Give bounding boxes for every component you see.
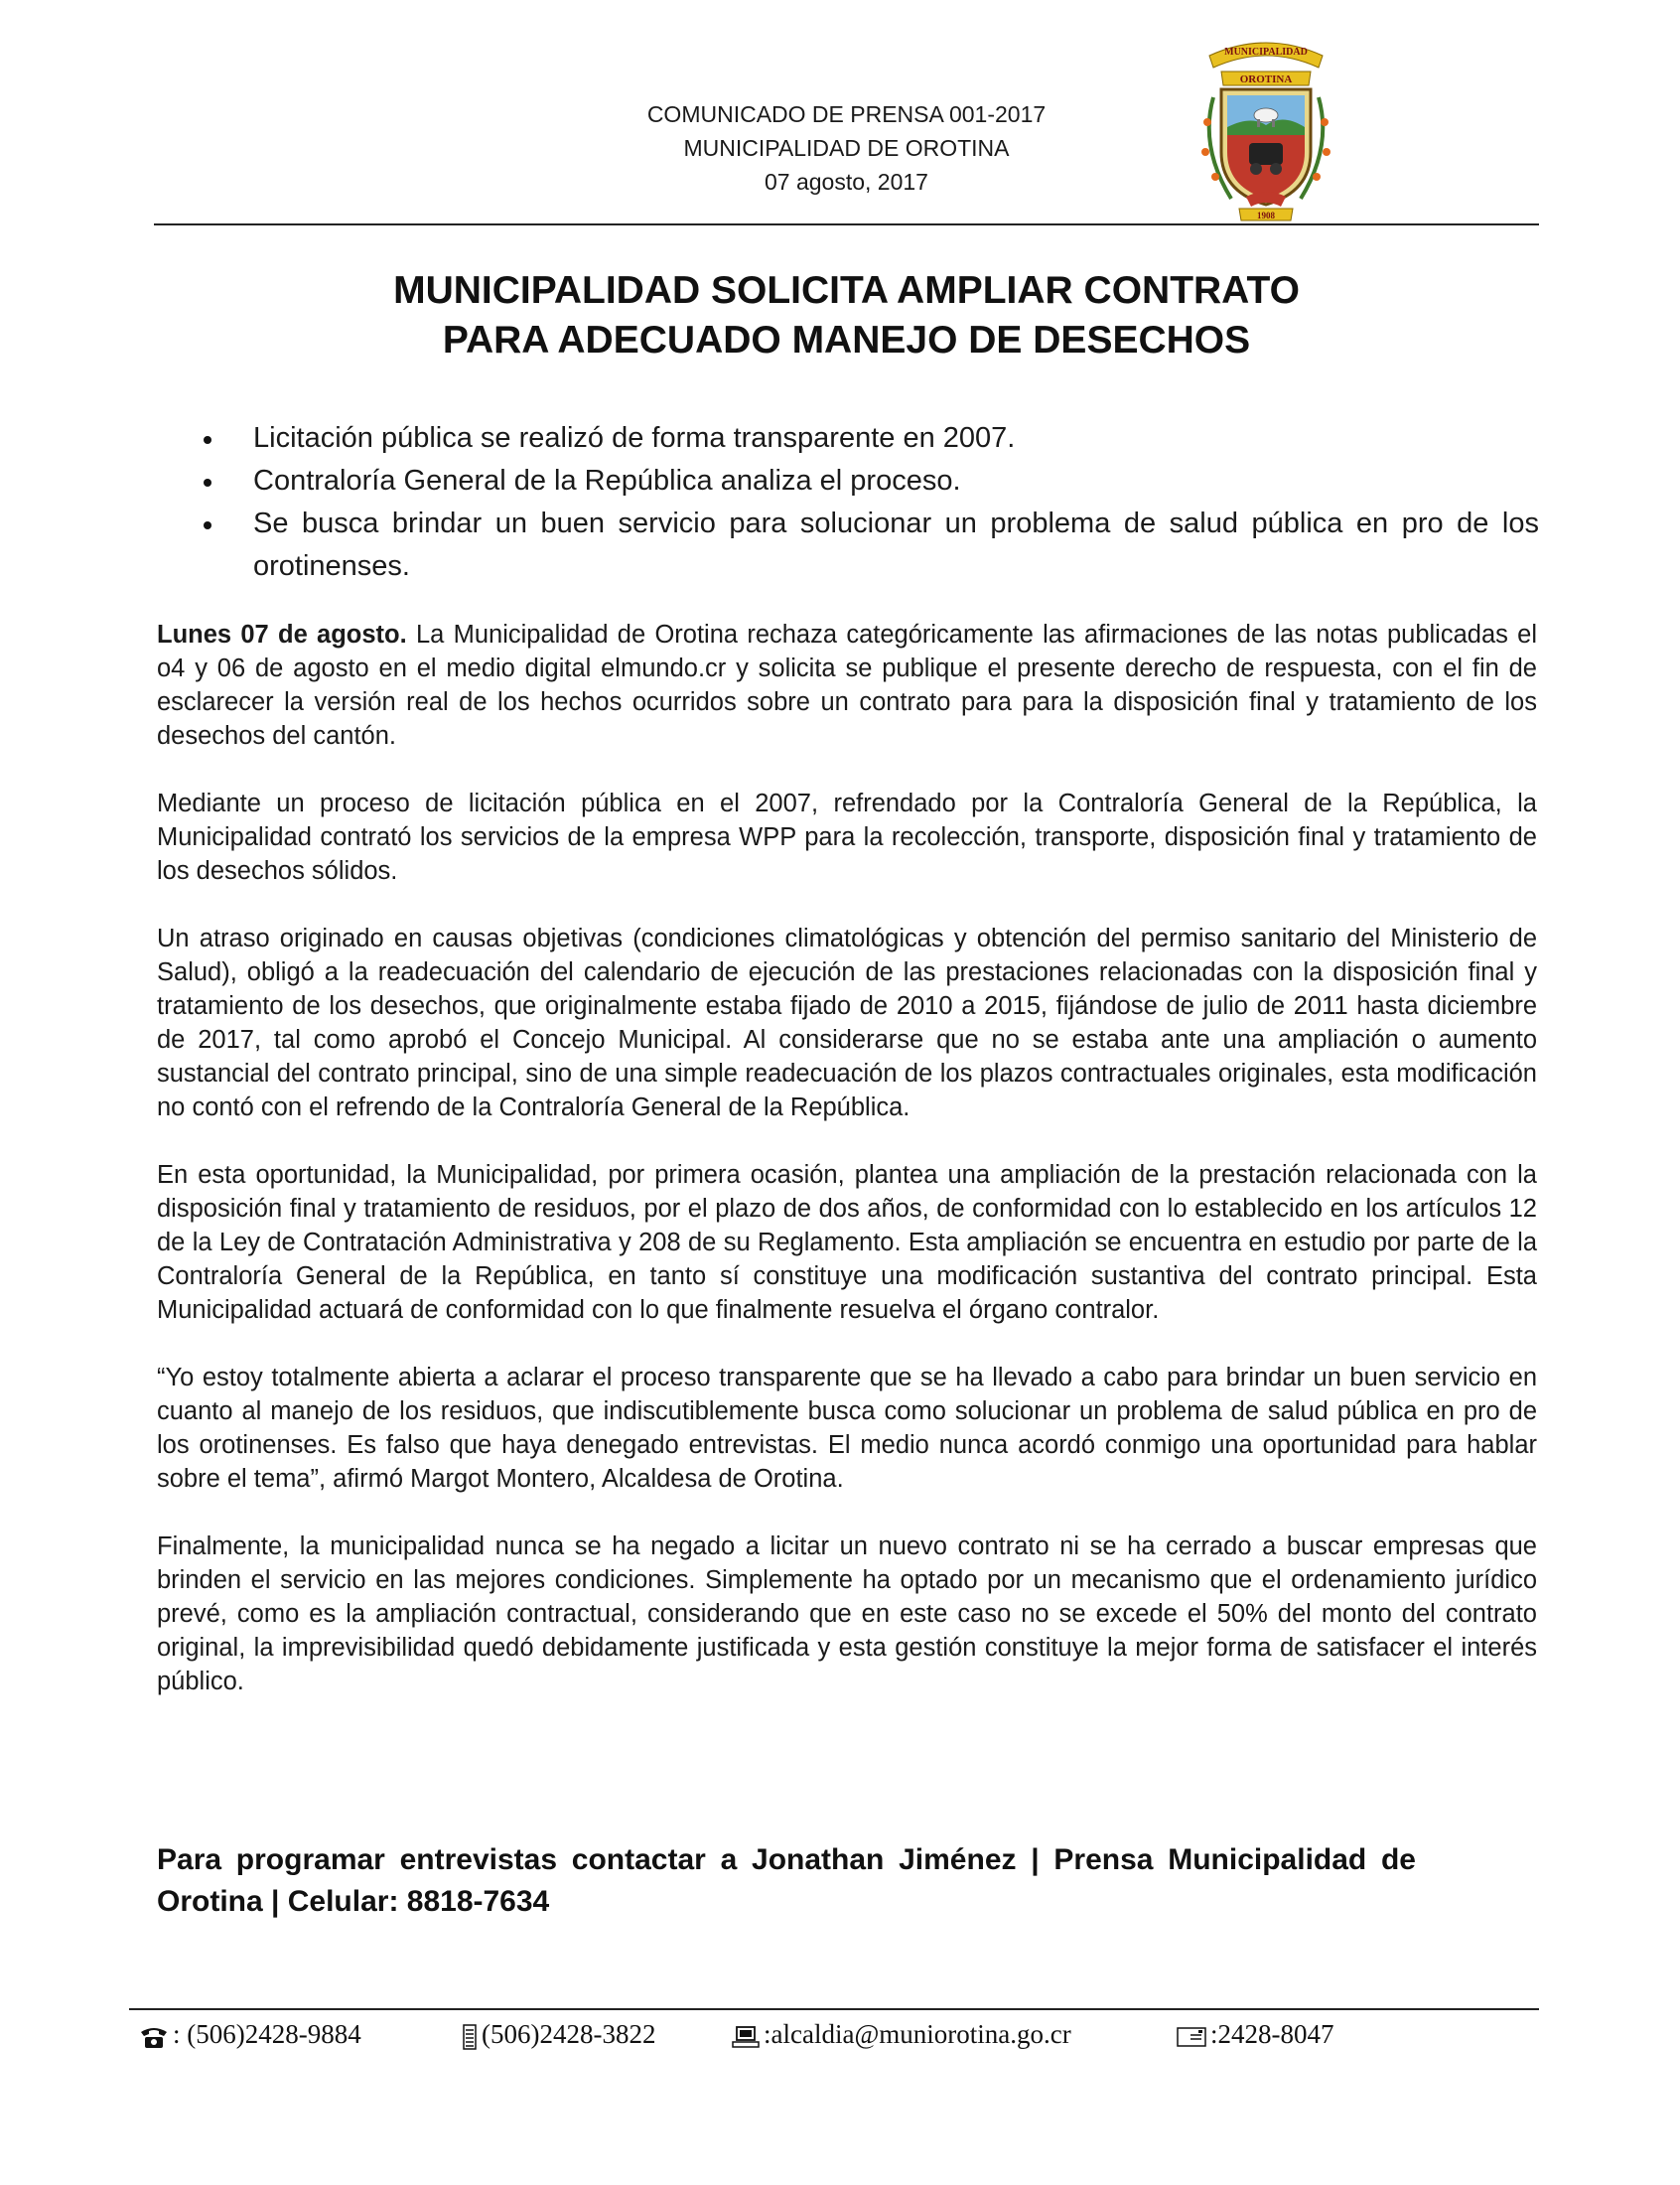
key-point bbox=[204, 417, 1539, 460]
computer-icon bbox=[732, 2025, 760, 2049]
bullet-icon bbox=[204, 479, 211, 487]
telephone-icon bbox=[139, 2024, 169, 2050]
bullet-icon bbox=[204, 436, 211, 444]
release-date: 07 agosto, 2017 bbox=[765, 169, 928, 195]
seal-year-text: 1908 bbox=[1257, 211, 1275, 220]
footer-email bbox=[732, 2014, 1071, 2054]
mailbox-icon bbox=[1177, 2026, 1206, 2048]
footer-pobox bbox=[1177, 2014, 1334, 2054]
municipality-name: MUNICIPALIDAD DE OROTINA bbox=[683, 135, 1010, 161]
paragraph-3: Un atraso originado en causas objetivas (condiciones climatológicas y obtención del permiso sanitario del Ministerio de Salud), obligó a la readecuación del calendario de ejecución de las prestaciones relacionadas con la disposición final y tratamiento de los desechos, que originalmente estaba fijado de 2010 a 2015, fijándose de julio de 2011 hasta diciembre de 2017, tal como aprobó el Concejo Municipal. Al considerarse que no se estaba ante una ampliación o aumento sustancial del contrato principal, sino de una simple readecuación de los plazos contractuales originales, esta modificación no contó con el refrendo de la Contraloría General de la República. bbox=[157, 925, 1537, 1121]
key-point-text: Se busca brindar un buen servicio para solucionar un problema de salud pública en pro de los orotinenses. bbox=[253, 508, 1539, 582]
headline-line-2: PARA ADECUADO MANEJO DE DESECHOS bbox=[442, 319, 1251, 362]
paragraph-5-quote: “Yo estoy totalmente abierta a aclarar el proceso transparente que se ha llevado a cabo para brindar un buen servicio en cuanto al manejo de los residuos, que indiscutiblemente busca como solucionar un problema de salud pública en pro de los orotinenses. Es falso que haya denegado entrevistas. El medio nunca acordó conmigo una oportunidad para hablar sobre el tema”, afirmó Margot Montero, Alcaldesa de Orotina. bbox=[157, 1364, 1537, 1493]
article-body bbox=[157, 618, 1537, 1732]
headline bbox=[154, 266, 1539, 365]
fax-icon bbox=[462, 2023, 478, 2051]
footer-divider bbox=[129, 2008, 1539, 2010]
bullet-icon bbox=[204, 521, 211, 529]
footer-fax bbox=[462, 2014, 655, 2054]
paragraph-1 bbox=[157, 618, 1537, 753]
email-address: :alcaldia@muniorotina.go.cr bbox=[764, 2019, 1071, 2049]
municipal-seal-logo bbox=[1191, 28, 1340, 226]
seal-top-text: MUNICIPALIDAD bbox=[1224, 47, 1308, 58]
headline-line-1: MUNICIPALIDAD SOLICITA AMPLIAR CONTRATO bbox=[393, 269, 1300, 312]
header-divider bbox=[154, 223, 1539, 225]
phone-number: : (506)2428-9884 bbox=[173, 2019, 361, 2049]
key-point-text: Contraloría General de la República analiza el proceso. bbox=[253, 465, 961, 497]
contact-footer bbox=[139, 2014, 1539, 2054]
key-points-list bbox=[204, 417, 1539, 588]
key-point bbox=[204, 460, 1539, 503]
paragraph-4: En esta oportunidad, la Municipalidad, por primera ocasión, plantea una ampliación de la prestación relacionada con la disposición final y tratamiento de residuos, por el plazo de dos años, de conformidad con lo establecido en los artículos 12 de la Ley de Contratación Administrativa y 208 de su Reglamento. Esta ampliación se encuentra en estudio por parte de la Contraloría General de la República, en tanto sí constituye una modificación sustantiva del contrato principal. Esta Municipalidad actuará de conformidad con lo que finalmente resuelva el órgano contralor. bbox=[157, 1161, 1537, 1324]
key-point-text: Licitación pública se realizó de forma transparente en 2007. bbox=[253, 422, 1016, 454]
seal-name-text: OROTINA bbox=[1239, 73, 1293, 85]
po-box-number: :2428-8047 bbox=[1210, 2019, 1334, 2049]
paragraph-6: Finalmente, la municipalidad nunca se ha negado a licitar un nuevo contrato ni se ha cerrado a buscar empresas que brinden el servicio en las mejores condiciones. Simplemente ha optado por un mecanismo que el ordenamiento jurídico prevé, como es la ampliación contractual, considerando que en este caso no se excede el 50% del monto del contrato original, la imprevisibilidad quedó debidamente justificada y esta gestión constituye la mejor forma de satisfacer el interés público. bbox=[157, 1532, 1537, 1695]
press-contact: Para programar entrevistas contactar a Jonathan Jiménez | Prensa Municipalidad de Orotina | Celular: 8818-7634 bbox=[157, 1843, 1416, 1918]
paragraph-2: Mediante un proceso de licitación pública en el 2007, refrendado por la Contraloría General de la República, la Municipalidad contrató los servicios de la empresa WPP para la recolección, transporte, disposición final y tratamiento de los desechos sólidos. bbox=[157, 790, 1537, 885]
footer-phone bbox=[139, 2014, 361, 2054]
key-point bbox=[204, 503, 1539, 588]
dateline: Lunes 07 de agosto. bbox=[157, 621, 407, 649]
fax-number: (506)2428-3822 bbox=[482, 2019, 656, 2049]
release-number: COMUNICADO DE PRENSA 001-2017 bbox=[646, 101, 1047, 127]
paragraph-1-text: La Municipalidad de Orotina rechaza categóricamente las afirmaciones de las notas publicadas el o4 y 06 de agosto en el medio digital elmundo.cr y solicita se publique el presente derecho de respuesta, con el fin de esclarecer la versión real de los hechos ocurridos sobre un contrato para para la disposición final y tratamiento de los desechos del cantón. bbox=[157, 621, 1538, 750]
